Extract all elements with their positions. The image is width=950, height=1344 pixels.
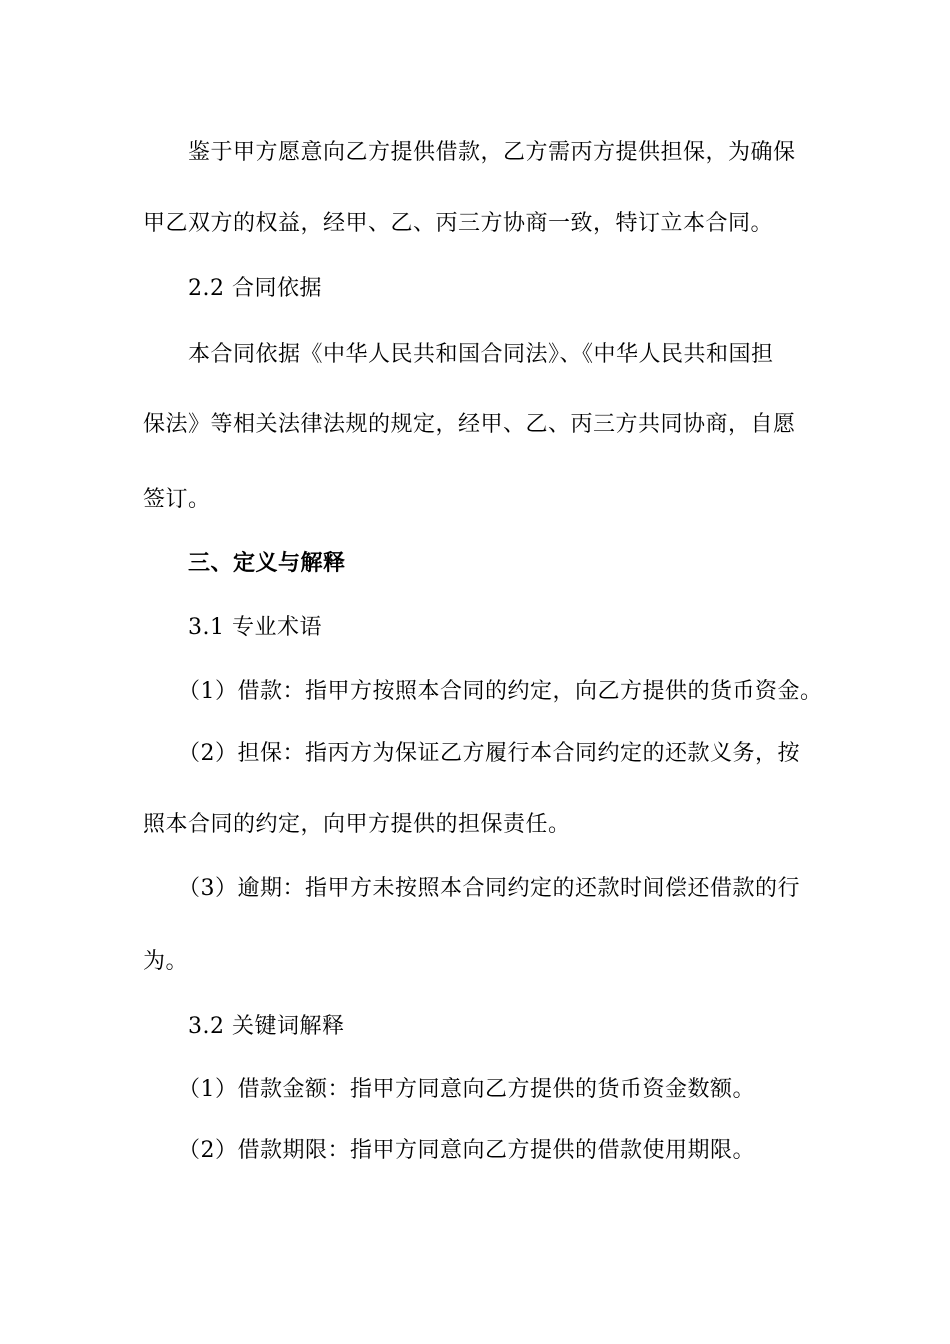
section-2-2-title: 2.2 合同依据 — [188, 276, 322, 301]
term-item-1: （1）借款：指甲方按照本合同的约定，向乙方提供的货币资金。 — [178, 679, 823, 704]
chapter-3-heading: 三、定义与解释 — [188, 551, 346, 576]
keyword-item-2: （2）借款期限：指甲方同意向乙方提供的借款使用期限。 — [178, 1138, 755, 1163]
term-item-2-line-1: （2）担保：指丙方为保证乙方履行本合同约定的还款义务，按 — [178, 741, 800, 766]
paragraph-basis-line-3: 签订。 — [143, 487, 211, 512]
section-3-1-title: 3.1 专业术语 — [188, 615, 322, 640]
paragraph-basis-line-1: 本合同依据《中华人民共和国合同法》、《中华人民共和国担 — [188, 342, 774, 367]
keyword-item-1: （1）借款金额：指甲方同意向乙方提供的货币资金数额。 — [178, 1077, 755, 1102]
paragraph-intro-line-1: 鉴于甲方愿意向乙方提供借款，乙方需丙方提供担保，为确保 — [188, 140, 796, 165]
term-item-2-line-2: 照本合同的约定，向甲方提供的担保责任。 — [143, 812, 571, 837]
term-item-3-line-2: 为。 — [143, 949, 189, 974]
paragraph-intro-line-2: 甲乙双方的权益，经甲、乙、丙三方协商一致，特订立本合同。 — [143, 211, 774, 236]
section-3-2-title: 3.2 关键词解释 — [188, 1014, 345, 1039]
paragraph-basis-line-2: 保法》等相关法律法规的规定，经甲、乙、丙三方共同协商，自愿 — [143, 412, 796, 437]
term-item-3-line-1: （3）逾期：指甲方未按照本合同约定的还款时间偿还借款的行 — [178, 876, 800, 901]
